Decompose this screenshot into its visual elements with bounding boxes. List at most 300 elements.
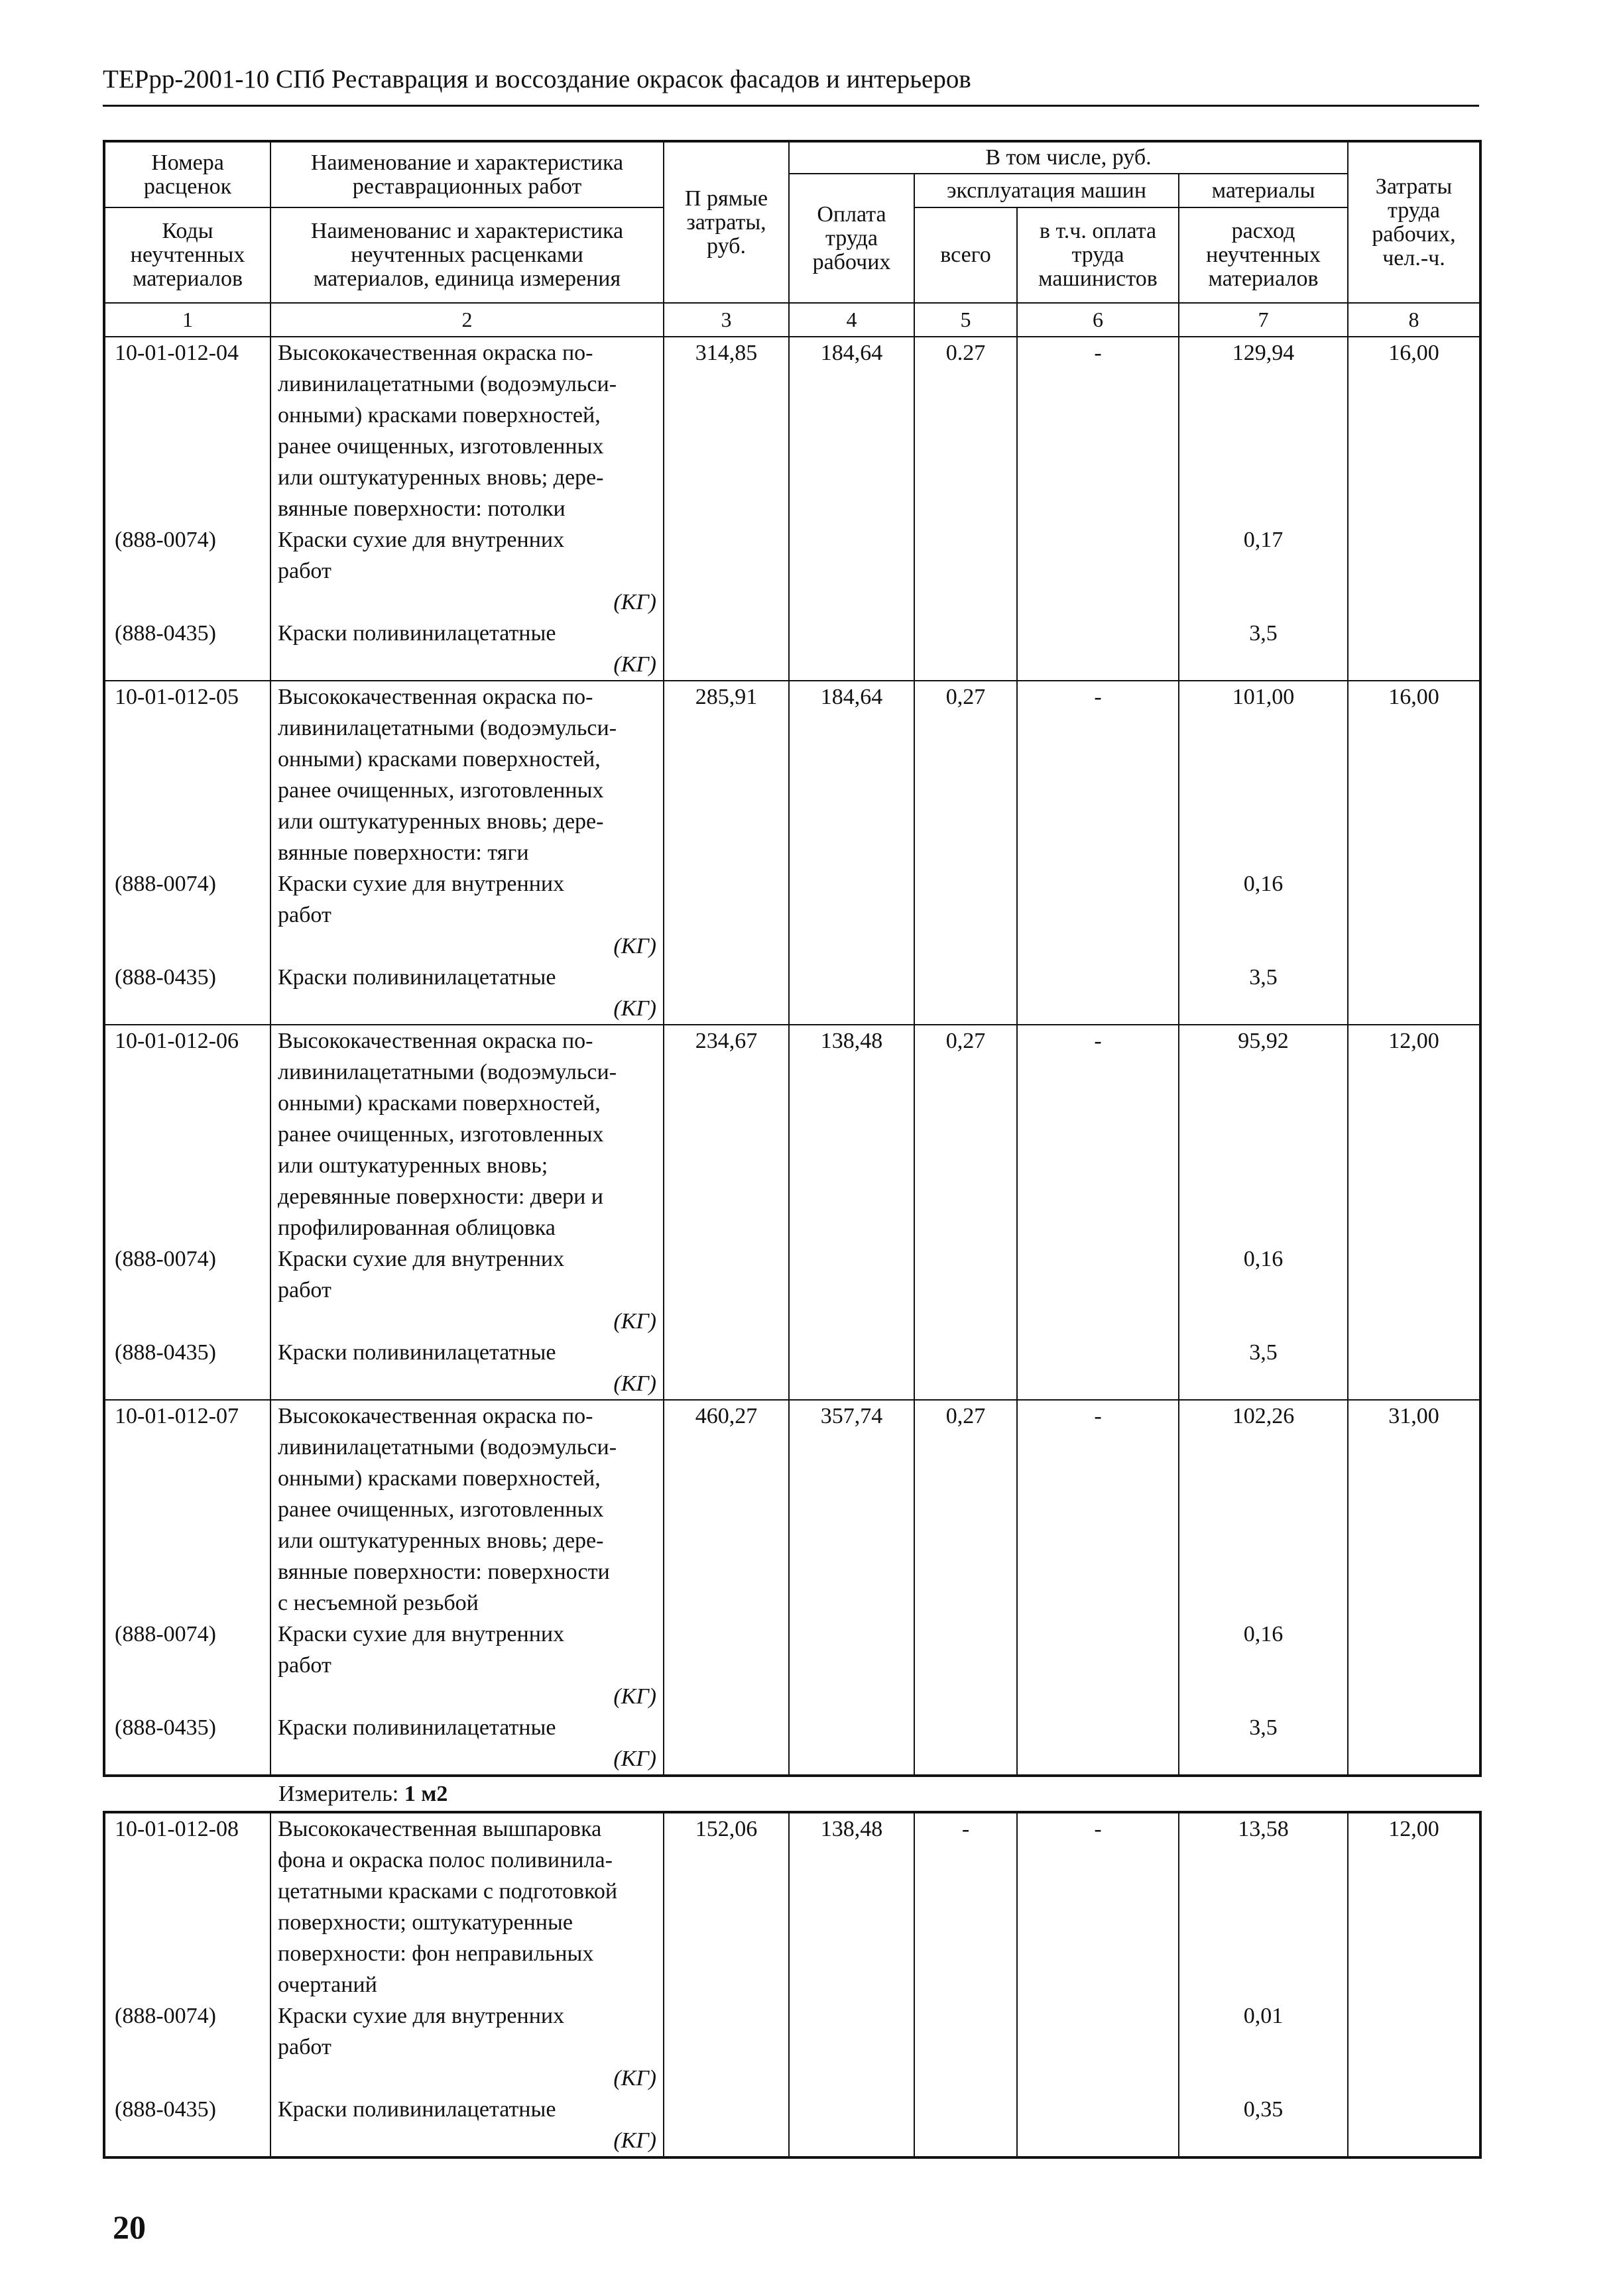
table-cell <box>1017 1681 1179 1712</box>
table-line <box>104 1432 1480 1463</box>
table-cell <box>1179 1400 1348 1432</box>
table-cell <box>1017 1845 1179 1876</box>
header-line: материалов, единица измерения <box>313 266 621 291</box>
material-code: (888-0435) <box>115 1715 216 1740</box>
work-description-line: вянные поверхности: потолки <box>278 496 566 521</box>
table-cell <box>270 962 664 993</box>
work-description-line: Высококачественная окраска по- <box>278 341 593 365</box>
table-cell <box>1017 713 1179 744</box>
material-code: (888-0074) <box>115 2004 216 2028</box>
table-cell <box>914 462 1017 493</box>
table-cell <box>1348 1432 1480 1463</box>
table-cell <box>1017 1938 1179 1969</box>
table-cell <box>1179 681 1348 713</box>
rate-group <box>104 1025 1480 1400</box>
table-cell <box>104 587 270 618</box>
table-cell <box>270 1712 664 1743</box>
work-description-line: поверхности: фон неправильных <box>278 1941 594 1966</box>
table-cell <box>1348 1306 1480 1337</box>
rates-content <box>103 140 1482 2159</box>
table-cell <box>1348 1275 1480 1306</box>
material-unit: (КГ) <box>613 652 656 677</box>
table-cell <box>1348 775 1480 806</box>
table-cell <box>914 2125 1017 2157</box>
table-cell <box>914 1845 1017 1876</box>
table-cell <box>1179 1150 1348 1181</box>
header-line: рабочих <box>812 249 891 274</box>
table-cell <box>104 1181 270 1212</box>
materials-cost: 102,26 <box>1232 1404 1295 1428</box>
table-cell <box>789 1243 914 1275</box>
header-operator-wages <box>1017 207 1179 303</box>
column-number: 6 <box>1017 303 1179 337</box>
table-cell <box>104 1243 270 1275</box>
table-cell <box>1348 1463 1480 1494</box>
table-cell <box>104 1938 270 1969</box>
table-cell <box>104 1400 270 1432</box>
table-cell <box>1179 1494 1348 1525</box>
table-cell <box>1017 493 1179 524</box>
table-cell <box>1179 431 1348 462</box>
column-number: 4 <box>789 303 914 337</box>
material-name-line: Краски сухие для внутренних <box>278 1622 565 1646</box>
table-cell <box>270 1938 664 1969</box>
rate-code: 10-01-012-08 <box>115 1817 239 1841</box>
material-unit: (КГ) <box>613 934 656 958</box>
table-cell <box>789 1587 914 1619</box>
header-line: материалы <box>1211 178 1315 203</box>
table-line <box>104 2032 1480 2063</box>
table-cell <box>1348 2000 1480 2032</box>
table-cell <box>914 431 1017 462</box>
table-cell <box>1348 744 1480 775</box>
material-name-line: Краски поливинилацетатные <box>278 965 556 990</box>
column-number: 7 <box>1179 303 1348 337</box>
table-cell <box>270 2094 664 2125</box>
table-cell <box>789 1556 914 1587</box>
table-line <box>104 555 1480 587</box>
column-number-row <box>104 303 1480 337</box>
table-cell <box>1017 1619 1179 1650</box>
table-cell <box>914 806 1017 837</box>
work-description-line: ранее очищенных, изготовленных <box>278 1122 604 1147</box>
table-line <box>104 1337 1480 1368</box>
table-cell <box>1179 806 1348 837</box>
table-cell <box>1348 431 1480 462</box>
table-cell <box>789 1681 914 1712</box>
table-line <box>104 713 1480 744</box>
table-line <box>104 681 1480 713</box>
table-cell <box>1348 681 1480 713</box>
work-description-line: ливинилацетатными (водоэмульси- <box>278 372 617 396</box>
table-cell <box>104 744 270 775</box>
table-cell <box>270 1969 664 2000</box>
table-cell <box>104 2125 270 2157</box>
table-cell <box>664 1119 789 1150</box>
table-cell <box>1179 1463 1348 1494</box>
material-name-line: работ <box>278 903 331 927</box>
table-cell <box>270 806 664 837</box>
table-line <box>104 1587 1480 1619</box>
table-cell <box>1348 962 1480 993</box>
table-cell <box>1017 1088 1179 1119</box>
table-cell <box>914 962 1017 993</box>
table-cell <box>664 1587 789 1619</box>
table-cell <box>1348 993 1480 1025</box>
material-consumption: 3,5 <box>1249 621 1278 646</box>
table-cell <box>1017 1494 1179 1525</box>
table-cell <box>104 555 270 587</box>
machine-operator-wages: - <box>1094 1029 1102 1053</box>
table-cell <box>270 649 664 681</box>
column-number: 1 <box>104 303 270 337</box>
work-description-line: или оштукатуренных вновь; дере- <box>278 465 604 490</box>
table-cell <box>1179 1812 1348 1845</box>
table-cell <box>1179 931 1348 962</box>
table-cell <box>1179 1650 1348 1681</box>
table-cell <box>664 744 789 775</box>
table-cell <box>789 587 914 618</box>
table-cell <box>1348 462 1480 493</box>
table-cell <box>1017 1025 1179 1057</box>
table-cell <box>1348 1212 1480 1243</box>
header-line: Наименование и характеристика <box>310 150 624 175</box>
table-cell <box>270 1119 664 1150</box>
column-number: 5 <box>914 303 1017 337</box>
table-cell <box>914 1681 1017 1712</box>
table-cell <box>664 2063 789 2094</box>
table-cell <box>1179 587 1348 618</box>
table-cell <box>1179 1212 1348 1243</box>
table-cell <box>664 1525 789 1556</box>
table-cell <box>104 1088 270 1119</box>
table-cell <box>664 1619 789 1650</box>
table-cell <box>789 775 914 806</box>
table-line <box>104 775 1480 806</box>
table-cell <box>789 1712 914 1743</box>
work-description-line: Высококачественная окраска по- <box>278 1029 593 1053</box>
work-description-line: онными) красками поверхностей, <box>278 747 601 772</box>
rate-group <box>104 681 1480 1025</box>
table-cell <box>914 2032 1017 2063</box>
table-cell <box>789 744 914 775</box>
material-code: (888-0435) <box>115 1340 216 1365</box>
material-unit: (КГ) <box>613 1684 656 1709</box>
table-cell <box>104 1969 270 2000</box>
table-cell <box>1179 1556 1348 1587</box>
table-cell <box>1179 1025 1348 1057</box>
table-cell <box>1017 2063 1179 2094</box>
table-cell <box>270 524 664 555</box>
table-cell <box>270 2125 664 2157</box>
table-cell <box>1179 837 1348 868</box>
table-cell <box>1179 993 1348 1025</box>
table-cell <box>270 1587 664 1619</box>
table-cell <box>1017 931 1179 962</box>
table-line <box>104 2000 1480 2032</box>
table-cell <box>1017 400 1179 431</box>
table-cell <box>1348 1876 1480 1907</box>
work-description-line: онными) красками поверхностей, <box>278 403 601 428</box>
table-cell <box>104 1057 270 1088</box>
table-cell <box>1348 1812 1480 1845</box>
table-cell <box>789 462 914 493</box>
material-code: (888-0074) <box>115 872 216 896</box>
table-cell <box>1179 775 1348 806</box>
table-cell <box>664 1969 789 2000</box>
header-line: чел.-ч. <box>1382 245 1445 270</box>
table-cell <box>270 587 664 618</box>
rates-table-continued <box>103 1811 1482 2159</box>
table-cell <box>1017 1400 1179 1432</box>
table-cell <box>1017 1119 1179 1150</box>
header-line: неучтенных <box>130 243 245 267</box>
material-code: (888-0074) <box>115 528 216 552</box>
table-cell <box>270 618 664 649</box>
table-cell <box>270 1181 664 1212</box>
table-cell <box>789 1743 914 1776</box>
header-line: материалов <box>1208 266 1319 291</box>
table-cell <box>1017 1243 1179 1275</box>
header-line: рабочих, <box>1372 221 1456 247</box>
table-cell <box>1017 837 1179 868</box>
table-cell <box>104 1337 270 1368</box>
table-cell <box>914 1587 1017 1619</box>
table-cell <box>1017 1212 1179 1243</box>
table-cell <box>914 1712 1017 1743</box>
table-cell <box>1348 868 1480 899</box>
header-rate-numbers <box>104 141 270 207</box>
table-cell <box>270 493 664 524</box>
table-cell <box>914 2063 1017 2094</box>
work-description-line: фона и окраска полос поливинила- <box>278 1848 613 1872</box>
header-line: расход <box>1231 219 1295 243</box>
machine-operation-total: 0.27 <box>945 341 986 365</box>
table-cell <box>664 806 789 837</box>
table-header <box>104 141 1480 337</box>
table-cell <box>270 1337 664 1368</box>
material-name-line: работ <box>278 1653 331 1678</box>
table-cell <box>1017 649 1179 681</box>
table-line <box>104 1181 1480 1212</box>
table-cell <box>789 649 914 681</box>
work-description-line: цетатными красками с подготовкой <box>278 1879 618 1904</box>
table-cell <box>664 962 789 993</box>
table-cell <box>1348 713 1480 744</box>
table-cell <box>789 713 914 744</box>
table-cell <box>270 462 664 493</box>
table-cell <box>1017 1969 1179 2000</box>
table-cell <box>789 524 914 555</box>
table-line <box>104 400 1480 431</box>
table-cell <box>664 1556 789 1587</box>
table-cell <box>1017 1275 1179 1306</box>
header-material-consumption <box>1179 207 1348 303</box>
table-cell <box>1348 1743 1480 1776</box>
table-line <box>104 1494 1480 1525</box>
table-cell <box>914 337 1017 369</box>
table-cell <box>1348 1845 1480 1876</box>
table-cell <box>104 1650 270 1681</box>
work-description-line: вянные поверхности: поверхности <box>278 1560 610 1584</box>
table-cell <box>789 1337 914 1368</box>
table-cell <box>270 1306 664 1337</box>
table-cell <box>789 1275 914 1306</box>
table-cell <box>1179 1181 1348 1212</box>
table-cell <box>914 1119 1017 1150</box>
table-cell <box>914 2094 1017 2125</box>
table-cell <box>1179 899 1348 931</box>
header-material-name <box>270 207 664 303</box>
table-cell <box>1179 649 1348 681</box>
table-cell <box>1017 1306 1179 1337</box>
work-description-line: Высококачественная окраска по- <box>278 685 593 709</box>
table-line <box>104 1907 1480 1938</box>
header-line: затраты, <box>686 209 766 235</box>
material-consumption: 0,16 <box>1243 1622 1284 1646</box>
table-cell <box>914 524 1017 555</box>
table-line <box>104 1119 1480 1150</box>
table-cell <box>1179 337 1348 369</box>
material-name-line: Краски сухие для внутренних <box>278 2004 565 2028</box>
table-cell <box>789 1650 914 1681</box>
table-cell <box>104 1587 270 1619</box>
table-cell <box>914 1556 1017 1587</box>
table-cell <box>1017 1587 1179 1619</box>
table-cell <box>1179 1743 1348 1776</box>
labor-hours: 12,00 <box>1388 1817 1439 1841</box>
table-cell <box>104 1275 270 1306</box>
table-cell <box>664 681 789 713</box>
table-cell <box>1348 555 1480 587</box>
table-line <box>104 744 1480 775</box>
table-cell <box>104 1743 270 1776</box>
table-cell <box>1348 2032 1480 2063</box>
table-cell <box>270 837 664 868</box>
table-cell <box>270 1150 664 1181</box>
header-labor-hours <box>1348 141 1480 303</box>
table-cell <box>1017 2094 1179 2125</box>
table-line <box>104 1876 1480 1907</box>
table-cell <box>664 1432 789 1463</box>
table-cell <box>789 931 914 962</box>
table-cell <box>1017 462 1179 493</box>
table-cell <box>789 1463 914 1494</box>
table-cell <box>664 2032 789 2063</box>
table-cell <box>1348 337 1480 369</box>
table-cell <box>789 2125 914 2157</box>
table-cell <box>270 369 664 400</box>
table-cell <box>1348 1525 1480 1556</box>
table-cell <box>1017 587 1179 618</box>
table-cell <box>914 1743 1017 1776</box>
table-cell <box>104 868 270 899</box>
header-machine-operation <box>914 174 1179 207</box>
table-cell <box>104 1119 270 1150</box>
header-line: неучтенных расценками <box>351 243 583 267</box>
table-cell <box>1017 962 1179 993</box>
material-code: (888-0074) <box>115 1247 216 1271</box>
table-line <box>104 1275 1480 1306</box>
table-cell <box>104 462 270 493</box>
table-cell <box>914 649 1017 681</box>
table-cell <box>664 555 789 587</box>
table-cell <box>914 931 1017 962</box>
table-cell <box>1348 1337 1480 1368</box>
labor-hours: 12,00 <box>1388 1029 1439 1053</box>
work-description-line: ливинилацетатными (водоэмульси- <box>278 1435 617 1460</box>
table-line <box>104 1619 1480 1650</box>
header-line: Номера <box>151 150 224 175</box>
table-cell <box>1017 1907 1179 1938</box>
table-line <box>104 899 1480 931</box>
running-head-rule <box>103 105 1479 107</box>
table-cell <box>789 1845 914 1876</box>
table-cell <box>1179 1306 1348 1337</box>
table-cell <box>1179 1057 1348 1088</box>
work-description-line: или оштукатуренных вновь; дере- <box>278 809 604 834</box>
table-cell <box>914 1400 1017 1432</box>
machine-operation-total: 0,27 <box>945 1404 986 1428</box>
table-cell <box>1348 1057 1480 1088</box>
material-name-line: Краски поливинилацетатные <box>278 1340 556 1365</box>
table-cell <box>664 1907 789 1938</box>
table-cell <box>1179 2063 1348 2094</box>
table-cell <box>914 1938 1017 1969</box>
table-cell <box>664 1650 789 1681</box>
table-cell <box>914 1432 1017 1463</box>
header-work-name <box>270 141 664 207</box>
table-cell <box>104 1619 270 1650</box>
table-cell <box>1179 369 1348 400</box>
table-cell <box>104 775 270 806</box>
table-cell <box>1348 1587 1480 1619</box>
material-code: (888-0435) <box>115 621 216 646</box>
table-cell <box>104 1876 270 1907</box>
table-cell <box>1179 1619 1348 1650</box>
table-cell <box>664 1088 789 1119</box>
table-line <box>104 1212 1480 1243</box>
table-cell <box>789 1525 914 1556</box>
table-cell <box>789 2094 914 2125</box>
labor-wages: 184,64 <box>820 341 883 365</box>
table-cell <box>104 1432 270 1463</box>
table-cell <box>914 2000 1017 2032</box>
table-cell <box>1017 431 1179 462</box>
table-cell <box>914 493 1017 524</box>
table-cell <box>1017 1743 1179 1776</box>
table-cell <box>1017 1525 1179 1556</box>
table-cell <box>789 1812 914 1845</box>
table-cell <box>664 931 789 962</box>
table-cell <box>270 744 664 775</box>
table-cell <box>789 681 914 713</box>
header-line: машинистов <box>1038 266 1158 291</box>
work-description-line: онными) красками поверхностей, <box>278 1466 601 1491</box>
table-cell <box>104 1150 270 1181</box>
table-cell <box>664 587 789 618</box>
table-line <box>104 993 1480 1025</box>
table-line <box>104 524 1480 555</box>
header-line: В том числе, руб. <box>985 145 1152 170</box>
table-line <box>104 962 1480 993</box>
labor-wages: 138,48 <box>820 1817 883 1841</box>
table-cell <box>1348 1119 1480 1150</box>
material-name-line: работ <box>278 1278 331 1302</box>
header-line: П рямые <box>684 186 768 211</box>
table-cell <box>789 618 914 649</box>
table-cell <box>1017 618 1179 649</box>
